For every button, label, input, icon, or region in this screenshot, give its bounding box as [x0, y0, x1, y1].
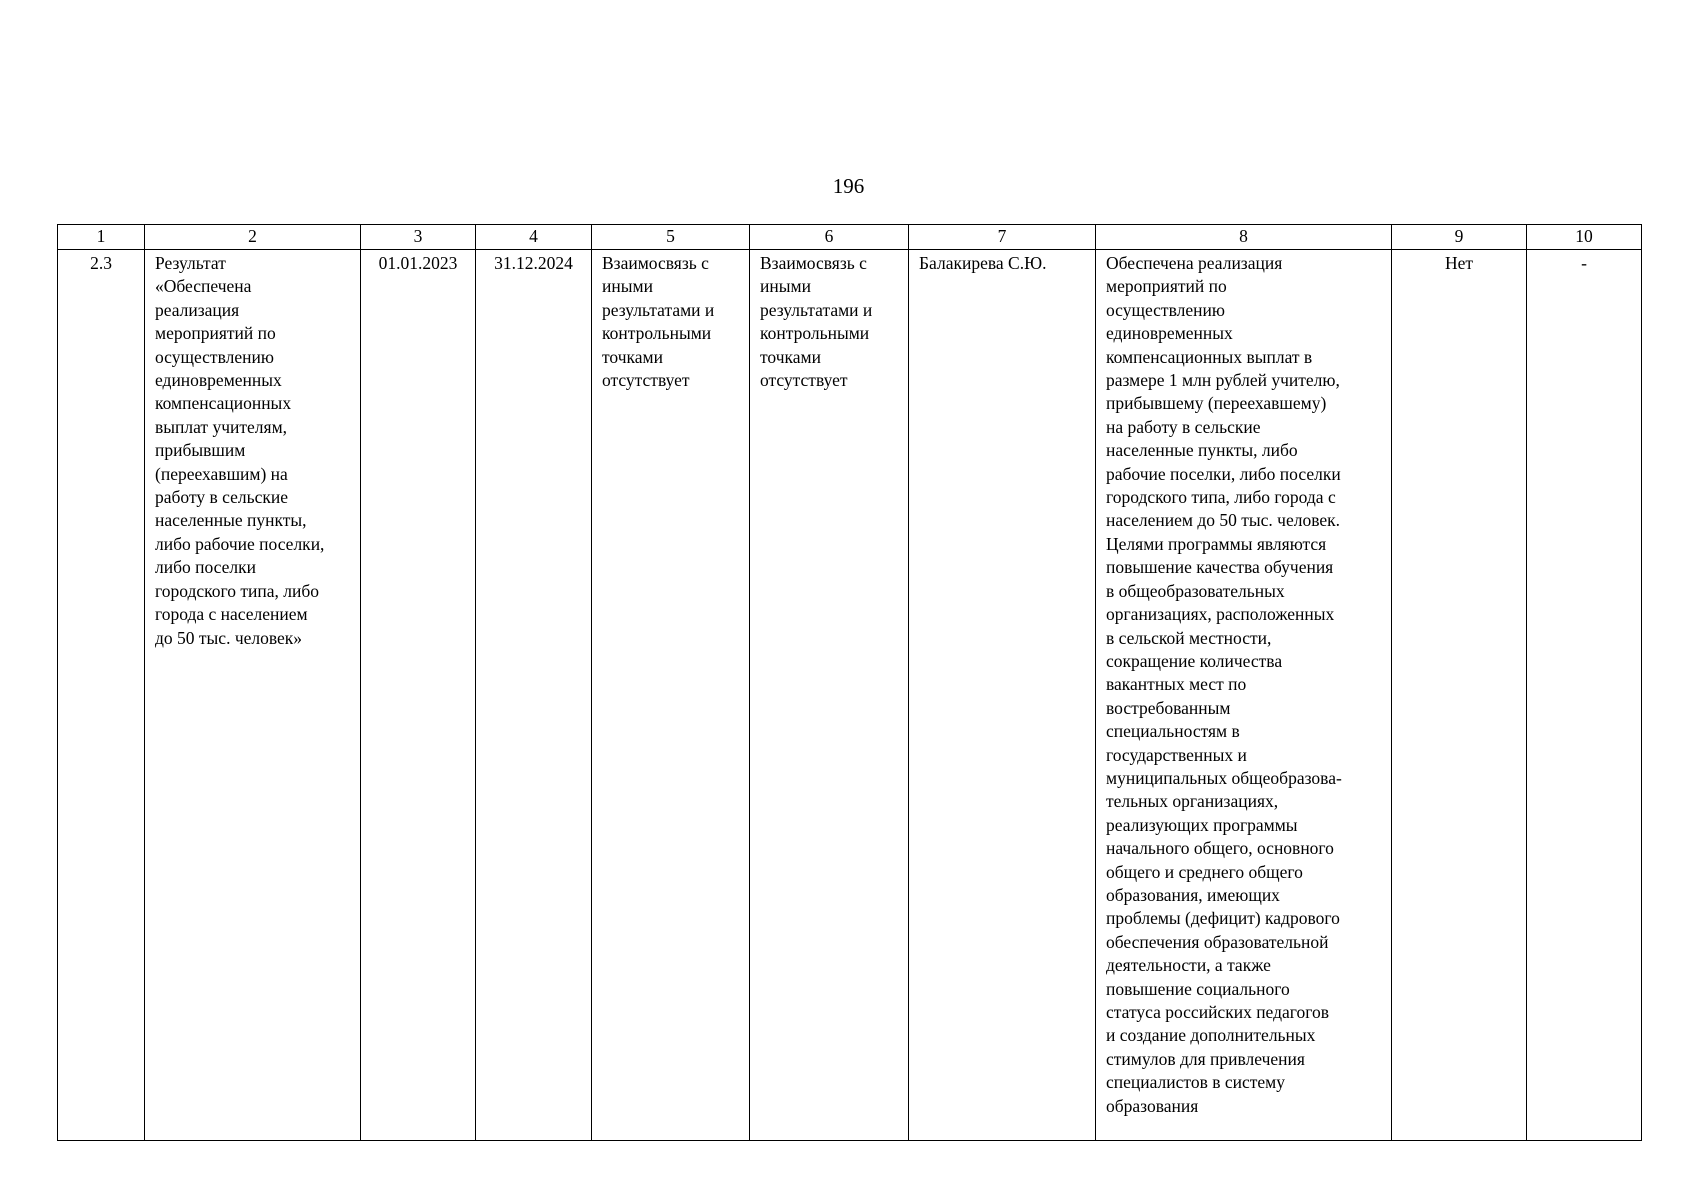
- page-number: 196: [832, 174, 865, 198]
- relation-cell-5: Взаимосвязь с иными результатами и контрольными точками отсутствует: [592, 250, 750, 1141]
- header-cell-4: 4: [476, 225, 592, 250]
- relation-cell-6: Взаимосвязь с иными результатами и контрольными точками отсутствует: [750, 250, 909, 1141]
- header-cell-6: 6: [750, 225, 909, 250]
- result-cell: Результат «Обеспечена реализация мероприятий по осуществлению единовременных компенсационных выплат учителям, прибывшим (переехавшим) на работу в сельские населенные пункты, либо рабочие поселки, либо поселки городского типа, либо города с населением до 50 тыс. человек»: [145, 250, 361, 1141]
- column-10-cell: -: [1527, 250, 1642, 1141]
- header-cell-8: 8: [1096, 225, 1392, 250]
- description-cell: Обеспечена реализация мероприятий по осуществлению единовременных компенсационных выплат в размере 1 млн рублей учителю, прибывшему (переехавшему) на работу в сельские населенные пункты, либо рабочие поселки, либо поселки городского типа, либо города с населением до 50 тыс. человек. Целями программы являются повышение качества обучения в общеобразовательных организациях, расположенных в сельской местности, сокращение количества вакантных мест по востребованным специальностям в государственных и муниципальных общеобразова- тельных организациях, реализующих программы начального общего, основного общего и среднего общего образования, имеющих проблемы (дефицит) кадрового обеспечения образовательной деятельности, а также повышение социального статуса российских педагогов и создание дополнительных стимулов для привлечения специалистов в систему образования: [1096, 250, 1392, 1141]
- header-cell-1: 1: [58, 225, 145, 250]
- responsible-cell: Балакирева С.Ю.: [909, 250, 1096, 1141]
- header-cell-5: 5: [592, 225, 750, 250]
- row-number-cell: 2.3: [58, 250, 145, 1141]
- table-row: [58, 250, 1642, 1141]
- header-cell-3: 3: [361, 225, 476, 250]
- plan-table: [57, 224, 1642, 1141]
- header-cell-2: 2: [145, 225, 361, 250]
- column-9-cell: Нет: [1392, 250, 1527, 1141]
- header-cell-9: 9: [1392, 225, 1527, 250]
- table-header-row: [58, 225, 1642, 250]
- header-cell-10: 10: [1527, 225, 1642, 250]
- end-date-cell: 31.12.2024: [476, 250, 592, 1141]
- header-cell-7: 7: [909, 225, 1096, 250]
- start-date-cell: 01.01.2023: [361, 250, 476, 1141]
